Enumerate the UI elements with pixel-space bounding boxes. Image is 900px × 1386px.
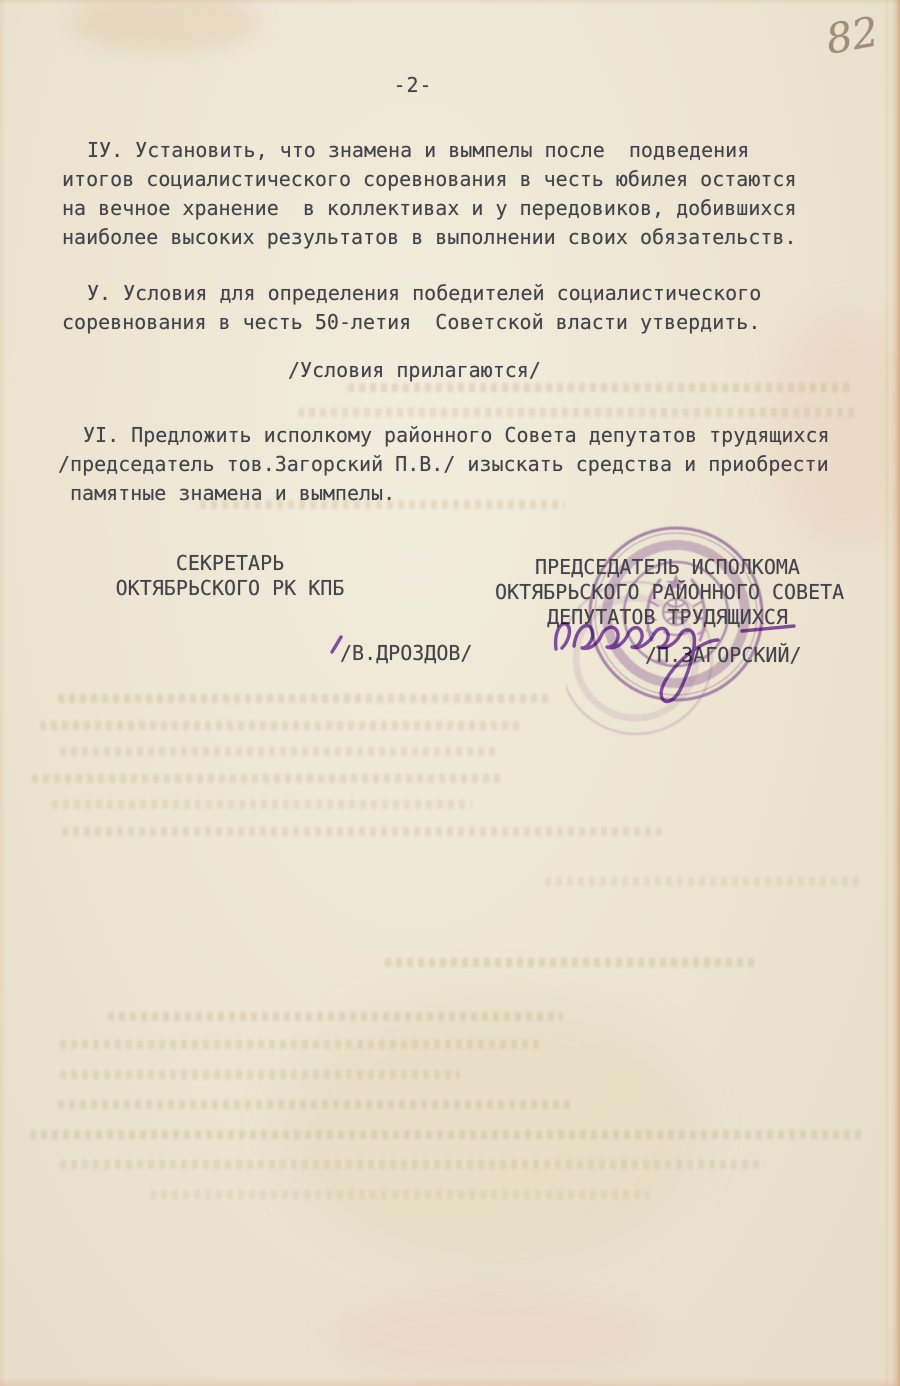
handwritten-folio-number: 82 — [822, 7, 883, 64]
paper-edge — [0, 1377, 900, 1386]
paper-crease — [886, 0, 888, 1386]
signatory-title-line: ПРЕДСЕДАТЕЛЬ ИСПОЛКОМА — [535, 555, 800, 579]
paper-stain — [330, 1290, 650, 1380]
page-number: -2- — [393, 73, 433, 97]
signatory-title-line: ОКТЯБРЬСКОГО РК КПБ — [115, 576, 345, 600]
text-line: /председатель тов.Загорский П.В./ изыскать средства и приобрести — [58, 452, 829, 476]
bleed-through-line — [32, 774, 502, 783]
bleed-through-line — [52, 800, 472, 809]
paper-edge — [0, 0, 900, 5]
paper-stain — [280, 990, 700, 1270]
text-line: памятные знамена и вымпелы. — [70, 481, 396, 505]
text-line: наиболее высоких результатов в выполнении своих обязательств. — [62, 225, 797, 249]
handwritten-signature — [320, 588, 820, 728]
signatory-name-right: /П.ЗАГОРСКИЙ/ — [645, 643, 802, 667]
bleed-through-line — [150, 1190, 650, 1199]
bleed-through-line — [545, 877, 860, 886]
signatory-title-line: ДЕПУТАТОВ ТРУДЯЩИХСЯ — [547, 605, 788, 629]
bleed-through-line — [58, 1100, 573, 1109]
paper-edge — [0, 0, 6, 1386]
text-line: ІУ. Установить, что знамена и вымпелы после подведения — [87, 138, 750, 162]
text-line: У. Условия для определения победителей социалистического — [87, 281, 762, 305]
bleed-through-line — [385, 958, 755, 967]
bleed-through-line — [108, 1012, 563, 1021]
paragraph-item-vi — [58, 421, 868, 508]
paper-edge — [890, 0, 900, 1386]
signatory-name-left: /В.ДРОЗДОВ/ — [340, 641, 473, 665]
bleed-through-line — [60, 1070, 460, 1079]
bleed-through-line — [298, 408, 858, 417]
paragraph-item-iv — [62, 136, 862, 252]
text-line: УІ. Предложить исполкому районного Совета депутатов трудящихся — [83, 423, 830, 447]
signatory-title-line: ОКТЯБРЬСКОГО РАЙОННОГО СОВЕТА — [495, 580, 845, 604]
signatory-title-line: СЕКРЕТАРЬ — [175, 551, 285, 575]
text-line: итогов социалистического соревнования в честь юбилея остаются — [62, 167, 797, 191]
attachment-note: /Условия прилагаются/ — [288, 358, 541, 382]
bleed-through-line — [60, 1040, 540, 1049]
bleed-through-line — [30, 1130, 865, 1139]
bleed-through-line — [60, 1160, 765, 1169]
text-line: соревнования в честь 50-летия Советской власти утвердить. — [62, 310, 761, 334]
bleed-through-line — [60, 747, 500, 756]
text-line: на вечное хранение в коллективах и у передовиков, добившихся — [62, 196, 797, 220]
bleed-through-line — [62, 827, 662, 836]
paper-stain — [70, 0, 260, 52]
paragraph-item-v — [62, 279, 862, 337]
